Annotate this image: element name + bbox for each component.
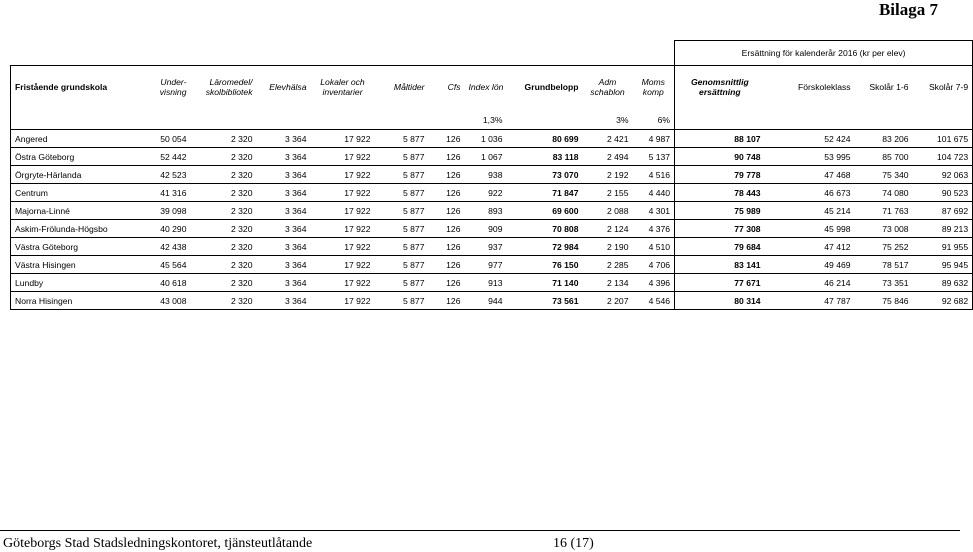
table-cell: 17 922 (311, 238, 375, 256)
table-cell: 42 523 (141, 166, 191, 184)
table-cell: 5 877 (375, 220, 429, 238)
table-cell: 5 137 (633, 148, 675, 166)
table-cell: 4 987 (633, 130, 675, 148)
district-name: Centrum (11, 184, 141, 202)
table-cell: 2 320 (191, 130, 257, 148)
table-cell: 80 314 (675, 292, 765, 310)
table-cell: 88 107 (675, 130, 765, 148)
table-cell: 4 516 (633, 166, 675, 184)
table-cell: 3 364 (257, 148, 311, 166)
table-cell: 83 206 (855, 130, 913, 148)
table-cell: 70 808 (507, 220, 583, 238)
table-cell: 78 517 (855, 256, 913, 274)
compensation-table (10, 40, 973, 310)
appendix-label: Bilaga 7 (878, 0, 938, 19)
col-header-skolar16: Skolår 1-6 (855, 66, 913, 111)
table-cell: 17 922 (311, 184, 375, 202)
table-cell: 944 (465, 292, 507, 310)
table-cell: 80 699 (507, 130, 583, 148)
footer-text: Göteborgs Stad Stadsledningskontoret, tjänsteutlåtande (3, 536, 313, 551)
table-cell: 52 442 (141, 148, 191, 166)
table-cell: 46 214 (765, 274, 855, 292)
table-cell: 45 564 (141, 256, 191, 274)
table-cell: 909 (465, 220, 507, 238)
table-cell: 2 320 (191, 238, 257, 256)
table-cell: 893 (465, 202, 507, 220)
table-cell: 17 922 (311, 292, 375, 310)
table-cell: 75 989 (675, 202, 765, 220)
table-cell: 73 351 (855, 274, 913, 292)
table-cell: 42 438 (141, 238, 191, 256)
table-cell: 2 320 (191, 184, 257, 202)
table-cell: 2 421 (583, 130, 633, 148)
col-header-lokaler: Lokaler och inventarier (311, 66, 375, 111)
table-cell: 90 523 (913, 184, 973, 202)
table-cell: 5 877 (375, 256, 429, 274)
table-cell: 4 396 (633, 274, 675, 292)
table-cell: 5 877 (375, 238, 429, 256)
table-cell: 17 922 (311, 220, 375, 238)
table-cell: 126 (429, 166, 465, 184)
table-cell: 76 150 (507, 256, 583, 274)
table-cell: 126 (429, 130, 465, 148)
table-cell: 83 118 (507, 148, 583, 166)
table-row (11, 256, 973, 274)
table-cell: 50 054 (141, 130, 191, 148)
table-cell: 69 600 (507, 202, 583, 220)
table-cell: 79 684 (675, 238, 765, 256)
rate-adm: 3% (583, 110, 633, 130)
table-cell: 2 192 (583, 166, 633, 184)
district-name: Örgryte-Härlanda (11, 166, 141, 184)
table-cell: 43 008 (141, 292, 191, 310)
district-name: Angered (11, 130, 141, 148)
table-cell: 4 546 (633, 292, 675, 310)
district-name: Lundby (11, 274, 141, 292)
table-cell: 71 140 (507, 274, 583, 292)
table-cell: 92 682 (913, 292, 973, 310)
table-cell: 4 440 (633, 184, 675, 202)
table-cell: 73 561 (507, 292, 583, 310)
table-cell: 2 124 (583, 220, 633, 238)
table-cell: 2 320 (191, 166, 257, 184)
table-cell: 79 778 (675, 166, 765, 184)
table-row (11, 220, 973, 238)
col-header-cfs: Cfs (429, 66, 465, 111)
district-name: Västra Hisingen (11, 256, 141, 274)
table-cell: 77 671 (675, 274, 765, 292)
table-cell: 40 618 (141, 274, 191, 292)
table-cell: 3 364 (257, 238, 311, 256)
table-cell: 17 922 (311, 256, 375, 274)
table-cell: 5 877 (375, 274, 429, 292)
table-cell: 73 008 (855, 220, 913, 238)
table-cell: 39 098 (141, 202, 191, 220)
table-cell: 3 364 (257, 292, 311, 310)
table-cell: 1 036 (465, 130, 507, 148)
table-cell: 71 763 (855, 202, 913, 220)
table-cell: 2 320 (191, 202, 257, 220)
table-cell: 17 922 (311, 202, 375, 220)
table-cell: 126 (429, 202, 465, 220)
table-cell: 89 632 (913, 274, 973, 292)
table-cell: 3 364 (257, 130, 311, 148)
table-cell: 78 443 (675, 184, 765, 202)
table-cell: 91 955 (913, 238, 973, 256)
table-cell: 75 340 (855, 166, 913, 184)
table-cell: 3 364 (257, 274, 311, 292)
table-cell: 937 (465, 238, 507, 256)
table-cell: 75 846 (855, 292, 913, 310)
table-cell: 977 (465, 256, 507, 274)
col-header-school: Fristående grundskola (11, 66, 141, 111)
table-row (11, 202, 973, 220)
table-cell: 45 214 (765, 202, 855, 220)
table-cell: 126 (429, 148, 465, 166)
table-cell: 77 308 (675, 220, 765, 238)
table-cell: 40 290 (141, 220, 191, 238)
table-cell: 47 412 (765, 238, 855, 256)
table-cell: 5 877 (375, 148, 429, 166)
table-cell: 104 723 (913, 148, 973, 166)
page-number: 16 (17) (553, 536, 594, 551)
table-cell: 5 877 (375, 202, 429, 220)
table-row (11, 166, 973, 184)
table-cell: 2 320 (191, 292, 257, 310)
col-header-laromedel: Läromedel/ skolbibliotek (191, 66, 257, 111)
col-header-skolar79: Skolår 7-9 (913, 66, 973, 111)
table-cell: 126 (429, 292, 465, 310)
table-cell: 2 207 (583, 292, 633, 310)
table-cell: 2 088 (583, 202, 633, 220)
col-header-grundbelopp: Grundbelopp (507, 66, 583, 111)
table-cell: 126 (429, 184, 465, 202)
table-cell: 1 067 (465, 148, 507, 166)
table-cell: 89 213 (913, 220, 973, 238)
table-row (11, 238, 973, 256)
table-cell: 126 (429, 220, 465, 238)
table-cell: 3 364 (257, 256, 311, 274)
table-cell: 3 364 (257, 184, 311, 202)
table-cell: 3 364 (257, 220, 311, 238)
table-cell: 5 877 (375, 130, 429, 148)
table-cell: 4 376 (633, 220, 675, 238)
district-name: Norra Hisingen (11, 292, 141, 310)
table-cell: 47 787 (765, 292, 855, 310)
col-header-maltider: Måltider (375, 66, 429, 111)
rate-index-lon: 1,3% (465, 110, 507, 130)
col-header-index-lon: Index lön (465, 66, 507, 111)
rate-moms: 6% (633, 110, 675, 130)
table-cell: 4 510 (633, 238, 675, 256)
table-cell: 3 364 (257, 202, 311, 220)
table-cell: 101 675 (913, 130, 973, 148)
compensation-period-header: Ersättning för kalenderår 2016 (kr per elev) (675, 41, 973, 66)
table-cell: 17 922 (311, 148, 375, 166)
table-cell: 126 (429, 238, 465, 256)
table-cell: 5 877 (375, 166, 429, 184)
table-cell: 2 320 (191, 148, 257, 166)
table-cell: 71 847 (507, 184, 583, 202)
table-cell: 2 320 (191, 220, 257, 238)
col-header-moms: Moms komp (633, 66, 675, 111)
table-cell: 75 252 (855, 238, 913, 256)
table-cell: 126 (429, 274, 465, 292)
table-cell: 4 301 (633, 202, 675, 220)
table-cell: 2 320 (191, 274, 257, 292)
col-header-genomsnittlig: Genomsnittlig ersättning (675, 66, 765, 111)
table-cell: 87 692 (913, 202, 973, 220)
table-cell: 126 (429, 256, 465, 274)
page-footer (0, 530, 960, 551)
district-name: Östra Göteborg (11, 148, 141, 166)
table-cell: 4 706 (633, 256, 675, 274)
table-cell: 49 469 (765, 256, 855, 274)
table-cell: 92 063 (913, 166, 973, 184)
table-row (11, 274, 973, 292)
table-cell: 95 945 (913, 256, 973, 274)
table-cell: 2 134 (583, 274, 633, 292)
district-name: Majorna-Linné (11, 202, 141, 220)
table-cell: 85 700 (855, 148, 913, 166)
table-cell: 72 984 (507, 238, 583, 256)
table-cell: 73 070 (507, 166, 583, 184)
table-cell: 2 190 (583, 238, 633, 256)
district-name: Askim-Frölunda-Högsbo (11, 220, 141, 238)
table-cell: 2 320 (191, 256, 257, 274)
table-cell: 90 748 (675, 148, 765, 166)
table-cell: 2 285 (583, 256, 633, 274)
table-cell: 17 922 (311, 274, 375, 292)
col-header-forskoleklass: Förskoleklass (765, 66, 855, 111)
table-cell: 83 141 (675, 256, 765, 274)
table-row (11, 148, 973, 166)
table-cell: 74 080 (855, 184, 913, 202)
col-header-undervisning: Under- visning (141, 66, 191, 111)
district-name: Västra Göteborg (11, 238, 141, 256)
table-row (11, 130, 973, 148)
table-cell: 913 (465, 274, 507, 292)
table-cell: 5 877 (375, 292, 429, 310)
table-cell: 922 (465, 184, 507, 202)
table-cell: 2 155 (583, 184, 633, 202)
table-cell: 17 922 (311, 130, 375, 148)
table-cell: 5 877 (375, 184, 429, 202)
table-row (11, 184, 973, 202)
table-cell: 17 922 (311, 166, 375, 184)
table-cell: 53 995 (765, 148, 855, 166)
table-cell: 2 494 (583, 148, 633, 166)
table-cell: 46 673 (765, 184, 855, 202)
table-cell: 41 316 (141, 184, 191, 202)
col-header-elevhalsa: Elevhälsa (257, 66, 311, 111)
table-cell: 45 998 (765, 220, 855, 238)
table-cell: 3 364 (257, 166, 311, 184)
table-cell: 52 424 (765, 130, 855, 148)
table-cell: 938 (465, 166, 507, 184)
col-header-adm: Adm schablon (583, 66, 633, 111)
table-row (11, 292, 973, 310)
table-cell: 47 468 (765, 166, 855, 184)
